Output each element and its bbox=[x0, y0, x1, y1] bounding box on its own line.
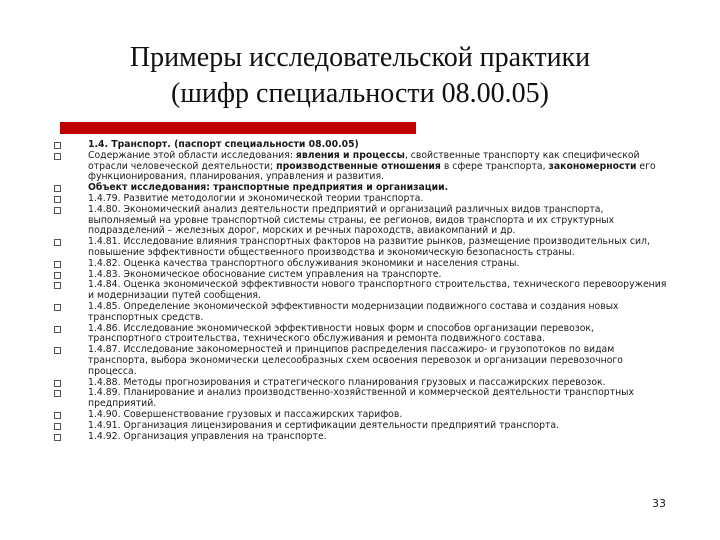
square-bullet-icon bbox=[54, 347, 61, 354]
item-text: 1.4.79. Развитие методологии и экономической теории транспорта. bbox=[88, 192, 424, 204]
item-text-bold: закономерности bbox=[548, 160, 637, 172]
item-text-part: , свойственные транспорту как специфической отрасли человеческой деятельности; bbox=[88, 149, 640, 172]
item-text: Объект исследования: транспортные предприятия и организации. bbox=[88, 182, 449, 194]
item-text: 1.4.81. Исследование влияния транспортных факторов на развитие рынков, размещение производительных сил, повышение эффективности общественного производства и экономическую безопасность страны. bbox=[88, 236, 650, 258]
square-bullet-icon bbox=[54, 304, 61, 311]
list-item bbox=[50, 388, 670, 410]
square-bullet-icon bbox=[54, 282, 61, 289]
item-text: 1.4.80. Экономический анализ деятельности предприятий и организаций различных видов транспорта, выполняемый на уровне транспортной системы страны, ее регионов, видов транспорта и их структурных подразделений – железных дорог, морских и речных пароходств, авиакомпаний и др. bbox=[88, 203, 615, 237]
square-bullet-icon bbox=[54, 185, 61, 192]
list-item bbox=[50, 237, 670, 259]
square-bullet-icon bbox=[54, 423, 61, 430]
item-text: 1.4.87. Исследование закономерностей и принципов распределения пассажиро- и грузопотоков по видам транспорта, выбора экономически целесообразных схем освоения перевозок и организации перевозочного процесса. bbox=[88, 344, 623, 377]
square-bullet-icon bbox=[54, 239, 61, 246]
item-text: 1.4.82. Оценка качества транспортного обслуживания экономики и населения страны. bbox=[88, 257, 520, 269]
item-text-part: его функционирования, планирования, управления и развития. bbox=[88, 160, 656, 183]
item-text: 1.4.83. Экономическое обоснование систем управления на транспорте. bbox=[88, 268, 442, 280]
list-item bbox=[50, 280, 670, 302]
square-bullet-icon bbox=[54, 326, 61, 333]
page-number: 33 bbox=[652, 497, 666, 510]
square-bullet-icon bbox=[54, 207, 61, 214]
list-item bbox=[50, 324, 670, 346]
square-bullet-icon bbox=[54, 380, 61, 387]
slide-title bbox=[60, 40, 660, 112]
bullet-list bbox=[50, 140, 670, 442]
item-text: 1.4.88. Методы прогнозирования и стратегического планирования грузовых и пассажирских перевозок. bbox=[88, 376, 606, 388]
square-bullet-icon bbox=[54, 412, 61, 419]
item-text-bold: производственные отношения bbox=[276, 160, 441, 172]
list-item-content-area bbox=[50, 151, 670, 183]
item-text: 1.4.86. Исследование экономической эффективности новых форм и способов организации перевозок, транспортного строительства, технического обслуживания и ремонта подвижного состава. bbox=[88, 322, 594, 345]
item-text: 1.4.85. Определение экономической эффективности модернизации подвижного состава и создания новых транспортных средств. bbox=[88, 300, 619, 323]
square-bullet-icon bbox=[54, 153, 61, 160]
square-bullet-icon bbox=[54, 434, 61, 441]
title-line-1: Примеры исследовательской практики bbox=[129, 42, 591, 73]
square-bullet-icon bbox=[54, 261, 61, 268]
square-bullet-icon bbox=[54, 272, 61, 279]
item-text-bold: явления и процессы bbox=[295, 149, 405, 161]
item-text: 1.4.91. Организация лицензирования и сертификации деятельности предприятий транспорта. bbox=[88, 419, 560, 431]
item-text: 1.4.92. Организация управления на транспорте. bbox=[88, 430, 327, 442]
list-item bbox=[50, 432, 670, 443]
item-text: 1.4.90. Совершенствование грузовых и пассажирских тарифов. bbox=[88, 408, 403, 420]
list-item bbox=[50, 205, 670, 237]
item-text-part: Содержание этой области исследования: bbox=[88, 149, 296, 161]
square-bullet-icon bbox=[54, 142, 61, 149]
list-item bbox=[50, 302, 670, 324]
list-item bbox=[50, 345, 670, 377]
accent-bar bbox=[60, 122, 416, 134]
item-text: 1.4. Транспорт. (паспорт специальности 08.00.05) bbox=[88, 139, 359, 150]
item-text: 1.4.84. Оценка экономической эффективности нового транспортного строительства, технического перевооружения и модернизации путей сообщения. bbox=[88, 279, 667, 302]
title-line-2: (шифр специальности 08.00.05) bbox=[171, 78, 549, 109]
item-text: 1.4.89. Планирование и анализ производственно-хозяйственной и коммерческой деятельности транспортных предприятий. bbox=[88, 387, 635, 410]
square-bullet-icon bbox=[54, 196, 61, 203]
item-text-part: в сфере транспорта, bbox=[440, 160, 549, 172]
square-bullet-icon bbox=[54, 390, 61, 397]
